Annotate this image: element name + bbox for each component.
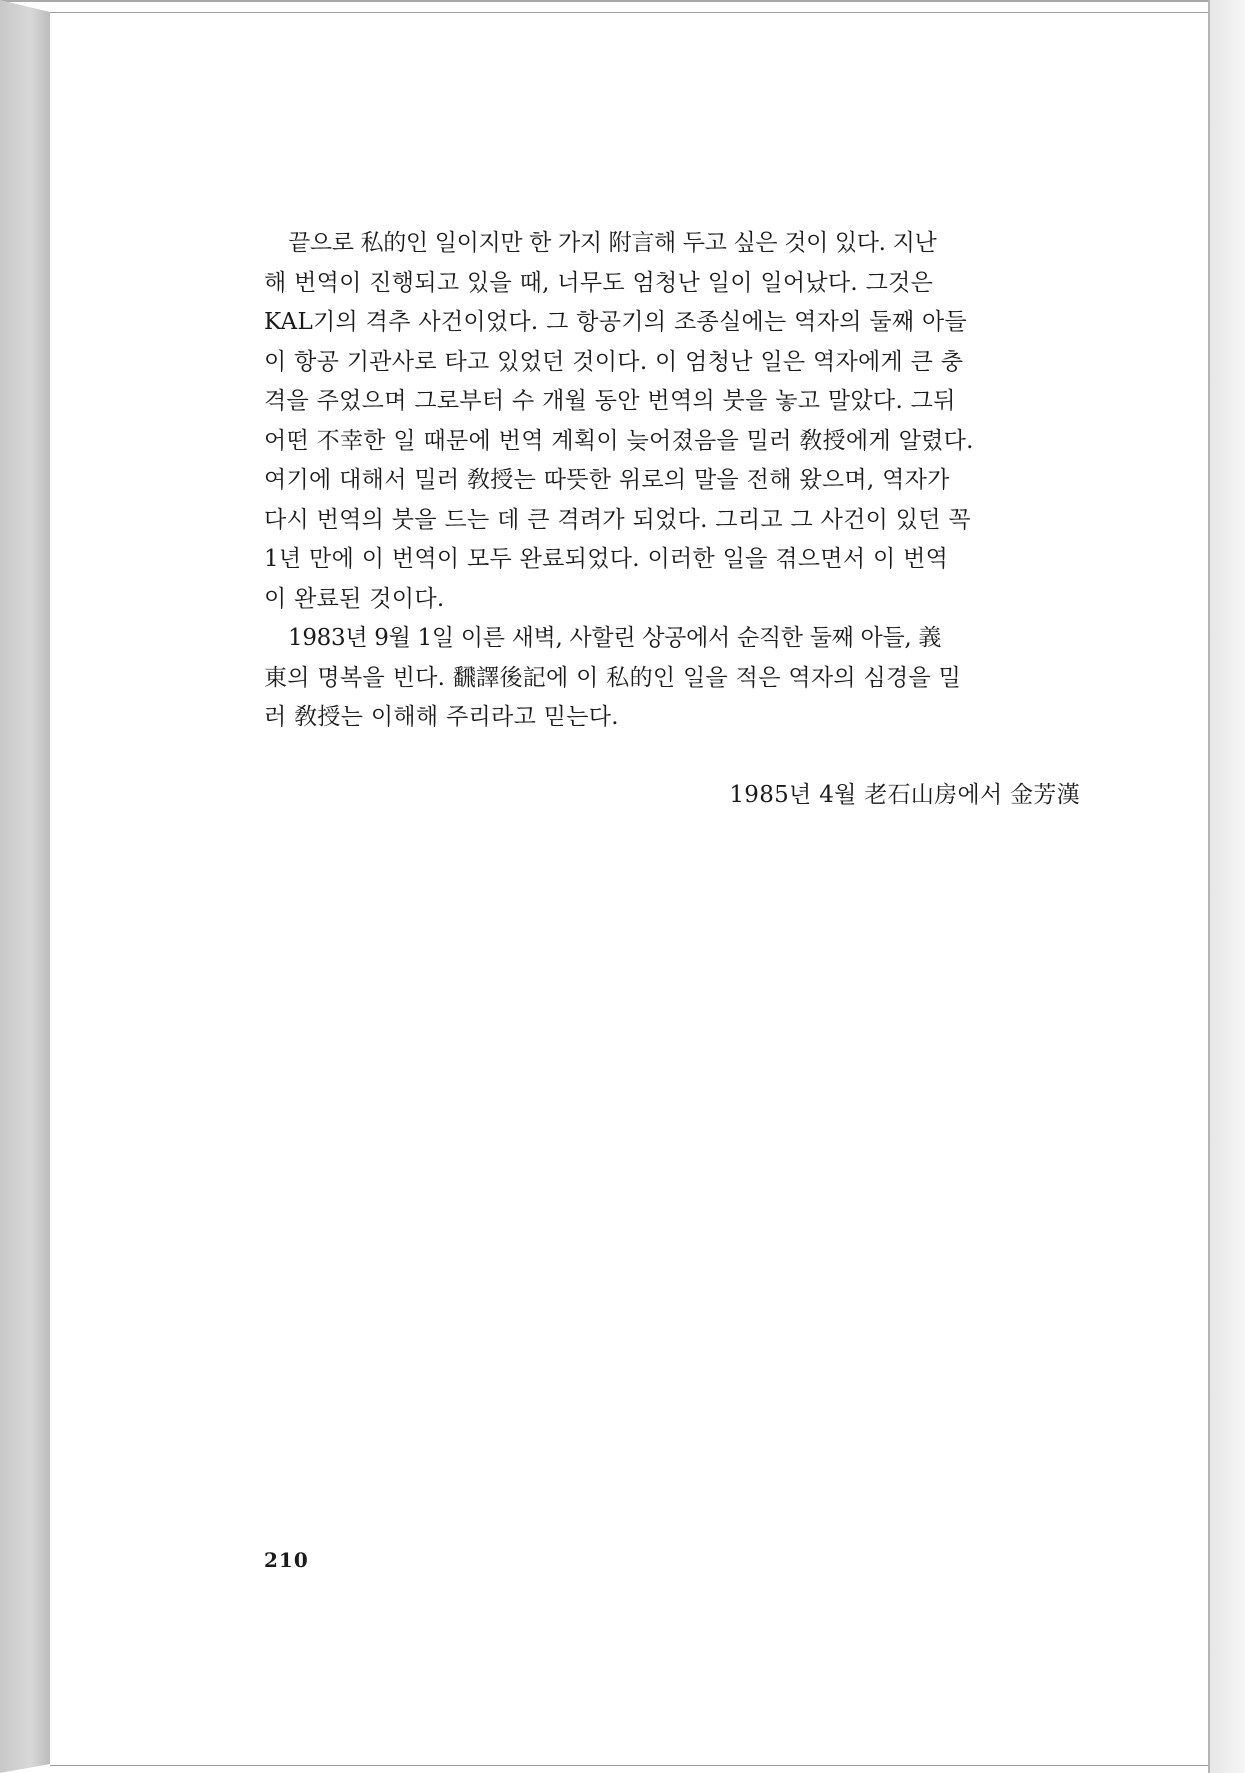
book-spine xyxy=(0,0,50,1773)
body-text xyxy=(264,224,1104,738)
text-line: 1983년 9월 1일 이른 새벽, 사할린 상공에서 순직한 둘째 아들, 義 xyxy=(288,625,942,651)
paragraph-1 xyxy=(264,224,1104,619)
text-line: 끝으로 私的인 일이지만 한 가지 附言해 두고 싶은 것이 있다. 지난 xyxy=(288,230,937,256)
text-line: 여기에 대해서 밀러 敎授는 따뜻한 위로의 말을 전해 왔으며, 역자가 xyxy=(264,467,950,493)
top-page-edge xyxy=(0,0,1245,2)
page-right-shadow xyxy=(1210,0,1245,1773)
text-line: 러 敎授는 이해해 주리라고 믿는다. xyxy=(264,704,619,730)
text-line: 이 완료된 것이다. xyxy=(264,585,445,612)
text-line: 1년 만에 이 번역이 모두 완료되었다. 이러한 일을 겪으면서 이 번역 xyxy=(264,546,949,572)
text-line: 이 항공 기관사로 타고 있었던 것이다. 이 엄청난 일은 역자에게 큰 충 xyxy=(264,348,964,375)
text-line: 해 번역이 진행되고 있을 때, 너무도 엄청난 일이 일어났다. 그것은 xyxy=(264,269,934,296)
text-line: KAL기의 격추 사건이었다. 그 항공기의 조종실에는 역자의 둘째 아들 xyxy=(264,309,968,335)
page-number: 210 xyxy=(264,1548,309,1572)
text-line: 東의 명복을 빈다. 飜譯後記에 이 私的인 일을 적은 역자의 심경을 밀 xyxy=(264,664,962,691)
text-line: 다시 번역의 붓을 드는 데 큰 격려가 되었다. 그리고 그 사건이 있던 꼭 xyxy=(264,506,971,533)
paragraph-2 xyxy=(264,619,1104,738)
text-line: 격을 주었으며 그로부터 수 개월 동안 번역의 붓을 놓고 말았다. 그뒤 xyxy=(264,388,956,414)
signature-line: 1985년 4월 老石山房에서 金芳漢 xyxy=(729,782,1080,808)
text-line: 어떤 不幸한 일 때문에 번역 계획이 늦어졌음을 밀러 敎授에게 알렸다. xyxy=(264,427,974,454)
